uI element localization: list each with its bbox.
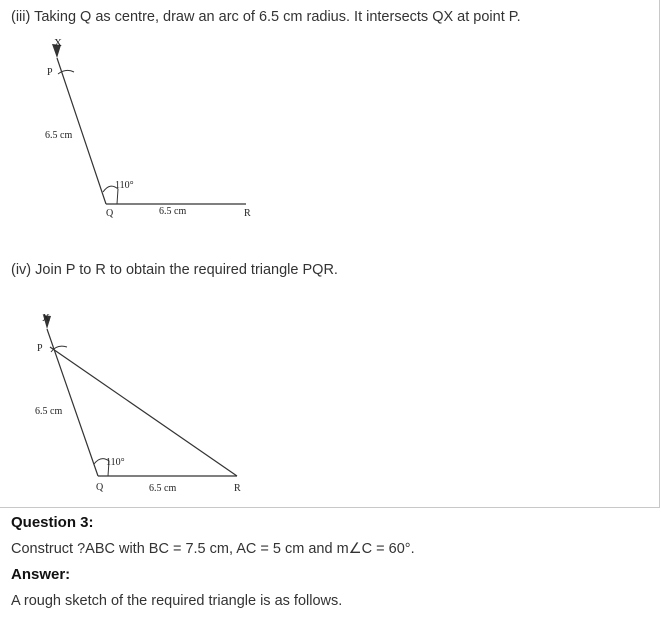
answer-heading: Answer: — [11, 566, 71, 583]
label-side-qr: 6.5 cm — [149, 483, 177, 494]
label-p: P — [37, 343, 43, 354]
label-q: Q — [106, 208, 114, 219]
figure-triangle-pqr — [0, 305, 300, 505]
label-x: X — [54, 37, 62, 49]
label-r: R — [244, 208, 251, 219]
figure-arc-construction — [0, 30, 300, 230]
label-p: P — [47, 67, 53, 78]
side-pr — [50, 347, 237, 476]
label-q: Q — [96, 482, 104, 493]
answer-text: A rough sketch of the required triangle is as follows. — [11, 593, 343, 609]
label-side-qp: 6.5 cm — [35, 406, 63, 417]
step-iv-text: (iv) Join P to R to obtain the required triangle PQR. — [11, 262, 338, 278]
label-r: R — [234, 483, 241, 494]
label-x: X — [42, 312, 50, 324]
ray-qx — [47, 329, 98, 476]
step-iii-text: (iii) Taking Q as centre, draw an arc of 6.5 cm radius. It intersects QX at point P. — [11, 9, 521, 25]
question-text: Construct ?ABC with BC = 7.5 cm, AC = 5 cm and m∠C = 60°. — [11, 541, 415, 557]
label-side-qr: 6.5 cm — [159, 206, 187, 217]
arc-mark-p — [58, 70, 74, 74]
label-angle: 110° — [106, 457, 125, 468]
question-heading: Question 3: — [11, 514, 94, 531]
label-side-qp: 6.5 cm — [45, 130, 73, 141]
label-angle: 110° — [115, 180, 134, 191]
